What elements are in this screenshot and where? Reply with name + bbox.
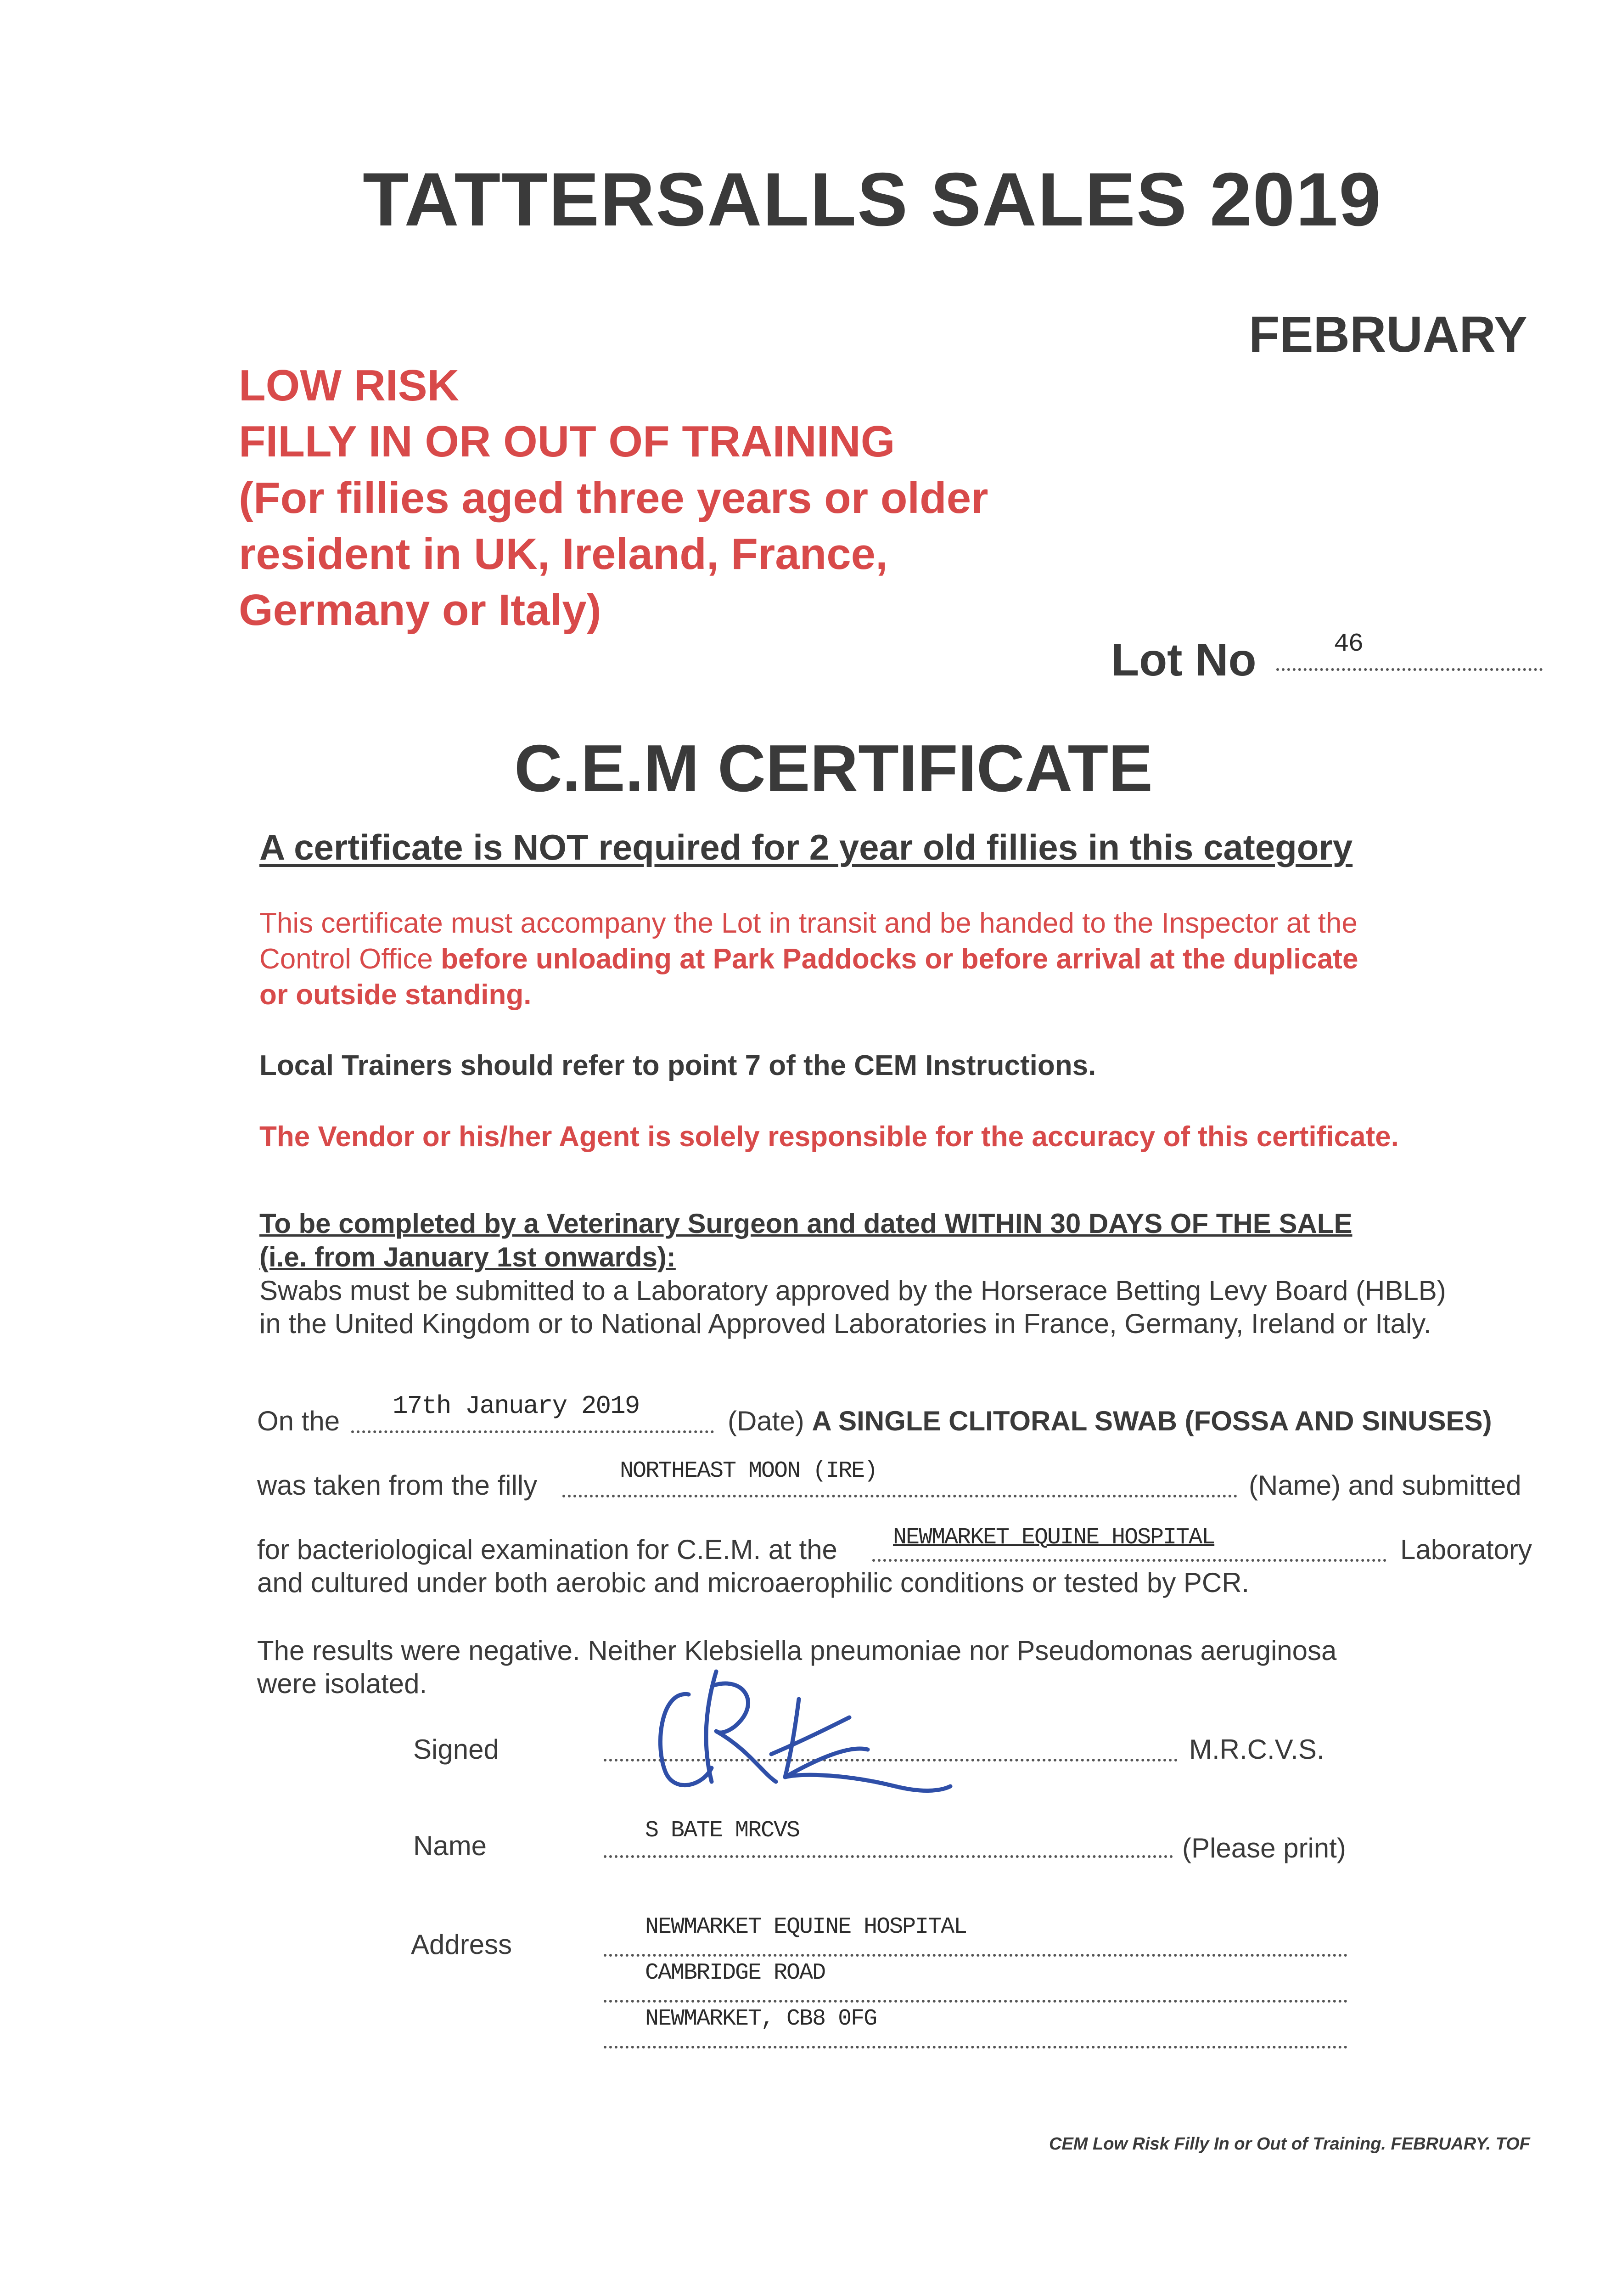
vet-text-2: in the United Kingdom or to National Approved Laboratories in France, Germany, Ireland or Italy. (259, 1308, 1431, 1339)
on-the-label: On the (257, 1406, 340, 1436)
results-line-1: The results were negative. Neither Klebsiella pneumoniae nor Pseudomonas aeruginosa (257, 1635, 1337, 1666)
date-label (728, 1405, 1492, 1437)
notice-line-3: or outside standing. (259, 979, 532, 1011)
filly-name-value: NORTHEAST MOON (IRE) (620, 1458, 877, 1484)
certificate-title: C.E.M CERTIFICATE (514, 731, 1153, 805)
vendor-responsibility: The Vendor or his/her Agent is solely responsible for the accuracy of this certificate. (259, 1121, 1399, 1153)
notice-line-2-plain: Control Office (259, 943, 441, 975)
mrcvs-label: M.R.C.V.S. (1189, 1734, 1325, 1765)
address-dotted-line-2 (604, 2000, 1347, 2003)
vet-heading-1: To be completed by a Veterinary Surgeon and dated WITHIN 30 DAYS OF THE SALE (259, 1208, 1353, 1239)
name-dotted-line (604, 1855, 1173, 1858)
category-line-1: LOW RISK (239, 361, 459, 410)
name-label: Name (413, 1830, 487, 1861)
taken-from-label: was taken from the filly (257, 1470, 538, 1501)
date-dotted-line (351, 1430, 714, 1433)
address-line-3: NEWMARKET, CB8 0FG (645, 2006, 877, 2032)
notice-line-2-bold: before unloading at Park Paddocks or before arrival at the duplicate (441, 943, 1358, 975)
bacteriological-label: for bacteriological examination for C.E.M. at the (257, 1534, 837, 1565)
footer-reference: CEM Low Risk Filly In or Out of Training. FEBRUARY. TOF (1049, 2134, 1530, 2154)
lot-label: Lot No (1111, 634, 1257, 686)
notice-line-1: This certificate must accompany the Lot in transit and be handed to the Inspector at the (259, 907, 1358, 939)
page-title: TATTERSALLS SALES 2019 (363, 157, 1382, 242)
notice-line-2 (259, 943, 1358, 975)
date-label-text: (Date) (728, 1406, 804, 1436)
laboratory-label: Laboratory (1400, 1534, 1532, 1565)
category-line-3: (For fillies aged three years or older (239, 473, 988, 523)
lot-dotted-line (1276, 668, 1543, 671)
filly-dotted-line (562, 1495, 1237, 1497)
category-line-5: Germany or Italy) (239, 585, 601, 635)
swab-description: A SINGLE CLITORAL SWAB (FOSSA AND SINUSES) (812, 1406, 1492, 1436)
address-dotted-line-3 (604, 2046, 1347, 2048)
address-line-2: CAMBRIDGE ROAD (645, 1960, 825, 1986)
local-trainers-note: Local Trainers should refer to point 7 of the CEM Instructions. (259, 1050, 1096, 1081)
cultured-text: and cultured under both aerobic and microaerophilic conditions or tested by PCR. (257, 1567, 1250, 1598)
address-line-1: NEWMARKET EQUINE HOSPITAL (645, 1914, 967, 1940)
vet-text-1: Swabs must be submitted to a Laboratory approved by the Horserace Betting Levy Board (HBLB) (259, 1275, 1446, 1306)
date-value: 17th January 2019 (393, 1391, 640, 1421)
lab-dotted-line (872, 1559, 1386, 1562)
address-dotted-line-1 (604, 1954, 1347, 1957)
lot-number-value: 46 (1334, 629, 1363, 658)
category-line-4: resident in UK, Ireland, France, (239, 529, 888, 579)
name-and-submitted: (Name) and submitted (1249, 1470, 1521, 1501)
address-label: Address (411, 1929, 512, 1960)
vet-name-value: S BATE MRCVS (645, 1818, 800, 1844)
sale-month: FEBRUARY (1249, 306, 1528, 363)
certificate-subtitle: A certificate is NOT required for 2 year old fillies in this category (259, 827, 1353, 867)
laboratory-value: NEWMARKET EQUINE HOSPITAL (893, 1525, 1215, 1551)
signature-mark (611, 1635, 1033, 1809)
signed-label: Signed (413, 1734, 499, 1765)
please-print-label: (Please print) (1182, 1833, 1346, 1863)
results-line-2: were isolated. (257, 1668, 427, 1699)
category-line-2: FILLY IN OR OUT OF TRAINING (239, 417, 895, 466)
vet-heading-2: (i.e. from January 1st onwards): (259, 1242, 676, 1272)
